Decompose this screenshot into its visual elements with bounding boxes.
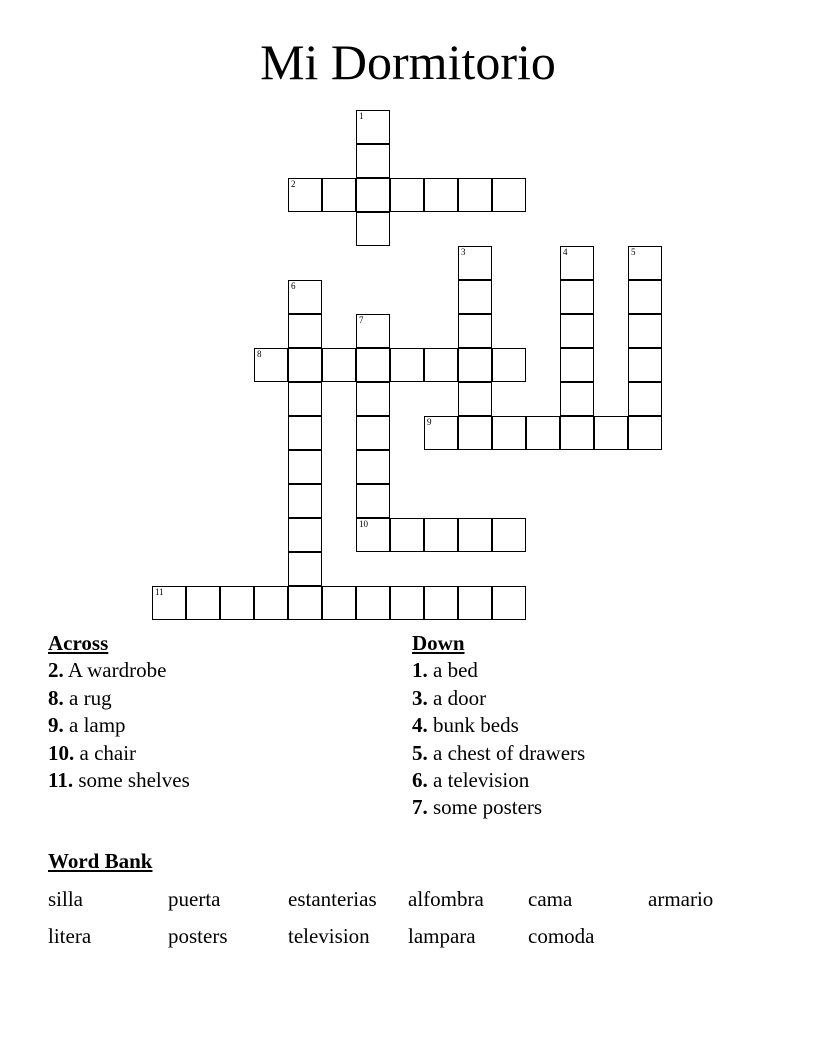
crossword-cell[interactable]: [254, 586, 288, 620]
crossword-cell[interactable]: [424, 348, 458, 382]
crossword-cell[interactable]: [628, 416, 662, 450]
clue-text: some shelves: [78, 768, 190, 793]
clue-text: a door: [433, 685, 487, 710]
crossword-cell[interactable]: [458, 518, 492, 552]
crossword-cell[interactable]: [356, 416, 390, 450]
crossword-cell[interactable]: [424, 586, 458, 620]
clue-text: a rug: [69, 685, 112, 710]
crossword-cell[interactable]: [288, 178, 322, 212]
crossword-cell[interactable]: [458, 382, 492, 416]
clue-down-7: [412, 794, 585, 821]
clue-down-5: [412, 740, 585, 767]
cell-number: 7: [359, 315, 364, 325]
word-bank-item: lampara: [408, 924, 476, 948]
crossword-cell[interactable]: [560, 416, 594, 450]
word-bank-item: litera: [48, 924, 92, 948]
crossword-cell[interactable]: [560, 382, 594, 416]
crossword-cell[interactable]: [492, 416, 526, 450]
word-bank-item: alfombra: [408, 887, 484, 911]
crossword-cell[interactable]: [288, 280, 322, 314]
crossword-cell[interactable]: [390, 178, 424, 212]
page-title: Mi Dormitorio: [260, 34, 556, 90]
crossword-cell[interactable]: [560, 280, 594, 314]
cell-number: 5: [631, 247, 636, 257]
crossword-cell[interactable]: [492, 178, 526, 212]
crossword-cell[interactable]: [458, 178, 492, 212]
crossword-cell[interactable]: [254, 348, 288, 382]
crossword-cell[interactable]: [424, 416, 458, 450]
clue-down-3: [412, 685, 585, 712]
crossword-cell[interactable]: [424, 178, 458, 212]
crossword-cell[interactable]: [628, 246, 662, 280]
crossword-cell[interactable]: [492, 586, 526, 620]
crossword-cell[interactable]: [152, 586, 186, 620]
word-bank-item: cama: [528, 887, 573, 911]
clue-text: A wardrobe: [67, 658, 167, 683]
crossword-cell[interactable]: [492, 348, 526, 382]
crossword-cell[interactable]: [356, 348, 390, 382]
crossword-cell[interactable]: [424, 518, 458, 552]
clue-down-1: [412, 657, 585, 684]
crossword-cell[interactable]: [356, 450, 390, 484]
word-bank-item: comoda: [528, 924, 595, 948]
crossword-cell[interactable]: [526, 416, 560, 450]
clue-across-9: [48, 712, 190, 739]
clue-number: 5.: [412, 740, 428, 765]
clue-across-10: [48, 740, 190, 767]
clue-down-6: [412, 767, 585, 794]
clue-text: a chair: [79, 740, 137, 765]
crossword-cell[interactable]: [288, 552, 322, 586]
cell-number: 3: [461, 247, 466, 257]
crossword-cell[interactable]: [458, 416, 492, 450]
clue-text: some posters: [433, 795, 543, 820]
crossword-cell[interactable]: [288, 314, 322, 348]
crossword-cell[interactable]: [560, 314, 594, 348]
crossword-cell[interactable]: [322, 348, 356, 382]
crossword-cell[interactable]: [390, 348, 424, 382]
crossword-cell[interactable]: [288, 348, 322, 382]
word-bank-item: puerta: [168, 887, 221, 911]
cell-number: 8: [257, 349, 262, 359]
cell-number: 1: [359, 111, 364, 121]
crossword-cell[interactable]: [356, 144, 390, 178]
word-bank-item: television: [288, 924, 370, 948]
crossword-cell[interactable]: [594, 416, 628, 450]
crossword-cell[interactable]: [288, 450, 322, 484]
down-clues: [412, 630, 585, 822]
crossword-cell[interactable]: [322, 586, 356, 620]
crossword-cell[interactable]: [458, 246, 492, 280]
cell-number: 10: [359, 519, 368, 529]
across-heading: Across: [48, 631, 109, 655]
clue-number: 4.: [412, 713, 428, 738]
crossword-cell[interactable]: [356, 212, 390, 246]
clue-text: a television: [433, 768, 530, 793]
crossword-cell[interactable]: [356, 382, 390, 416]
clue-number: 1.: [412, 658, 428, 683]
crossword-cell[interactable]: [356, 178, 390, 212]
crossword-cell[interactable]: [628, 280, 662, 314]
word-bank-item: posters: [168, 924, 228, 948]
cell-number: 2: [291, 179, 296, 189]
clue-text: bunk beds: [433, 713, 519, 738]
word-bank-item: estanterias: [288, 887, 377, 911]
clue-across-2: [48, 657, 190, 684]
clue-number: 10.: [48, 740, 75, 765]
word-bank-heading: Word Bank: [48, 849, 153, 873]
crossword-cell[interactable]: [560, 246, 594, 280]
crossword-cell[interactable]: [288, 416, 322, 450]
crossword-cell[interactable]: [288, 586, 322, 620]
crossword-cell[interactable]: [356, 518, 390, 552]
crossword-cell[interactable]: [288, 518, 322, 552]
clue-number: 11.: [48, 768, 74, 793]
clue-number: 3.: [412, 685, 428, 710]
clue-across-8: [48, 685, 190, 712]
clue-down-4: [412, 712, 585, 739]
crossword-cell[interactable]: [288, 382, 322, 416]
cell-number: 11: [155, 587, 164, 597]
crossword-cell[interactable]: [186, 586, 220, 620]
crossword-cell[interactable]: [390, 518, 424, 552]
crossword-cell[interactable]: [356, 484, 390, 518]
clue-number: 2.: [48, 658, 64, 683]
crossword-cell[interactable]: [628, 382, 662, 416]
crossword-cell[interactable]: [458, 280, 492, 314]
cell-number: 6: [291, 281, 296, 291]
clue-across-11: [48, 767, 190, 794]
clue-number: 9.: [48, 713, 64, 738]
crossword-cell[interactable]: [628, 314, 662, 348]
crossword-cell[interactable]: [356, 110, 390, 144]
crossword-cell[interactable]: [390, 586, 424, 620]
word-bank-item: armario: [648, 887, 714, 911]
crossword-cell[interactable]: [458, 586, 492, 620]
crossword-cell[interactable]: [356, 314, 390, 348]
down-heading: Down: [412, 631, 465, 655]
cell-number: 9: [427, 417, 432, 427]
crossword-cell[interactable]: [458, 314, 492, 348]
crossword-cell[interactable]: [356, 586, 390, 620]
crossword-cell[interactable]: [492, 518, 526, 552]
clue-number: 6.: [412, 768, 428, 793]
crossword-cell[interactable]: [628, 348, 662, 382]
clue-text: a bed: [433, 658, 478, 683]
clue-text: a chest of drawers: [433, 740, 586, 765]
crossword-cell[interactable]: [458, 348, 492, 382]
cell-number: 4: [563, 247, 568, 257]
crossword-cell[interactable]: [322, 178, 356, 212]
crossword-cell[interactable]: [220, 586, 254, 620]
clue-text: a lamp: [69, 713, 126, 738]
across-clues: [48, 630, 190, 794]
clue-number: 8.: [48, 685, 64, 710]
clue-number: 7.: [412, 795, 428, 820]
crossword-cell[interactable]: [288, 484, 322, 518]
crossword-cell[interactable]: [560, 348, 594, 382]
word-bank-item: silla: [48, 887, 83, 911]
